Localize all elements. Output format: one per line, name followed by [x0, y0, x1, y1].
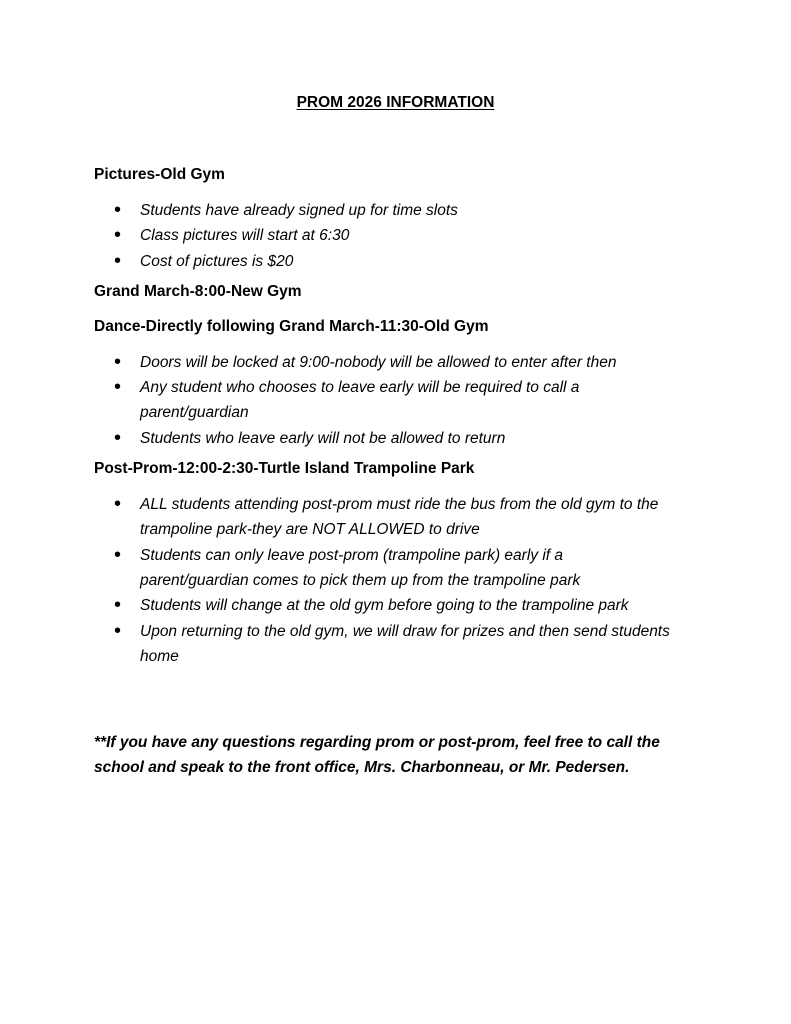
list-item: • Students will change at the old gym before going to the trampoline park [140, 593, 714, 618]
bullet-list [94, 350, 714, 451]
section-grand-march [94, 282, 714, 302]
section-post-prom [94, 459, 714, 669]
bullet-list [94, 492, 714, 669]
bullet-list [94, 198, 714, 274]
closing-note: **If you have any questions regarding prom or post-prom, feel free to call the school and speak to the front office, Mrs. Charbonneau, or Mr. Pedersen. [94, 734, 660, 777]
list-item: • Students can only leave post-prom (trampoline park) early if a parent/guardian comes to pick them up from the trampoline park [140, 543, 714, 594]
list-item: • Students who leave early will not be allowed to return [140, 426, 714, 451]
list-item: • Any student who chooses to leave early will be required to call a parent/guardian [140, 375, 714, 426]
section-heading: Pictures-Old Gym [94, 166, 225, 183]
section-heading: Post-Prom-12:00-2:30-Turtle Island Trampoline Park [94, 460, 475, 478]
list-item: • Cost of pictures is $20 [140, 249, 714, 274]
section-heading: Grand March-8:00-New Gym [94, 282, 302, 300]
section-pictures [94, 165, 714, 274]
list-item: • Doors will be locked at 9:00-nobody will be allowed to enter after then [140, 350, 714, 375]
section-dance [94, 317, 714, 451]
document-body [94, 165, 714, 669]
list-item: • Class pictures will start at 6:30 [140, 223, 714, 248]
section-heading: Dance-Directly following Grand March-11:30-Old Gym [94, 317, 489, 335]
list-item: • Students have already signed up for time slots [140, 198, 714, 223]
page-title: PROM 2026 INFORMATION [296, 94, 495, 111]
list-item: • ALL students attending post-prom must ride the bus from the old gym to the trampoline park-they are NOT ALLOWED to drive [140, 492, 714, 543]
list-item: • Upon returning to the old gym, we will draw for prizes and then send students home [140, 619, 714, 670]
